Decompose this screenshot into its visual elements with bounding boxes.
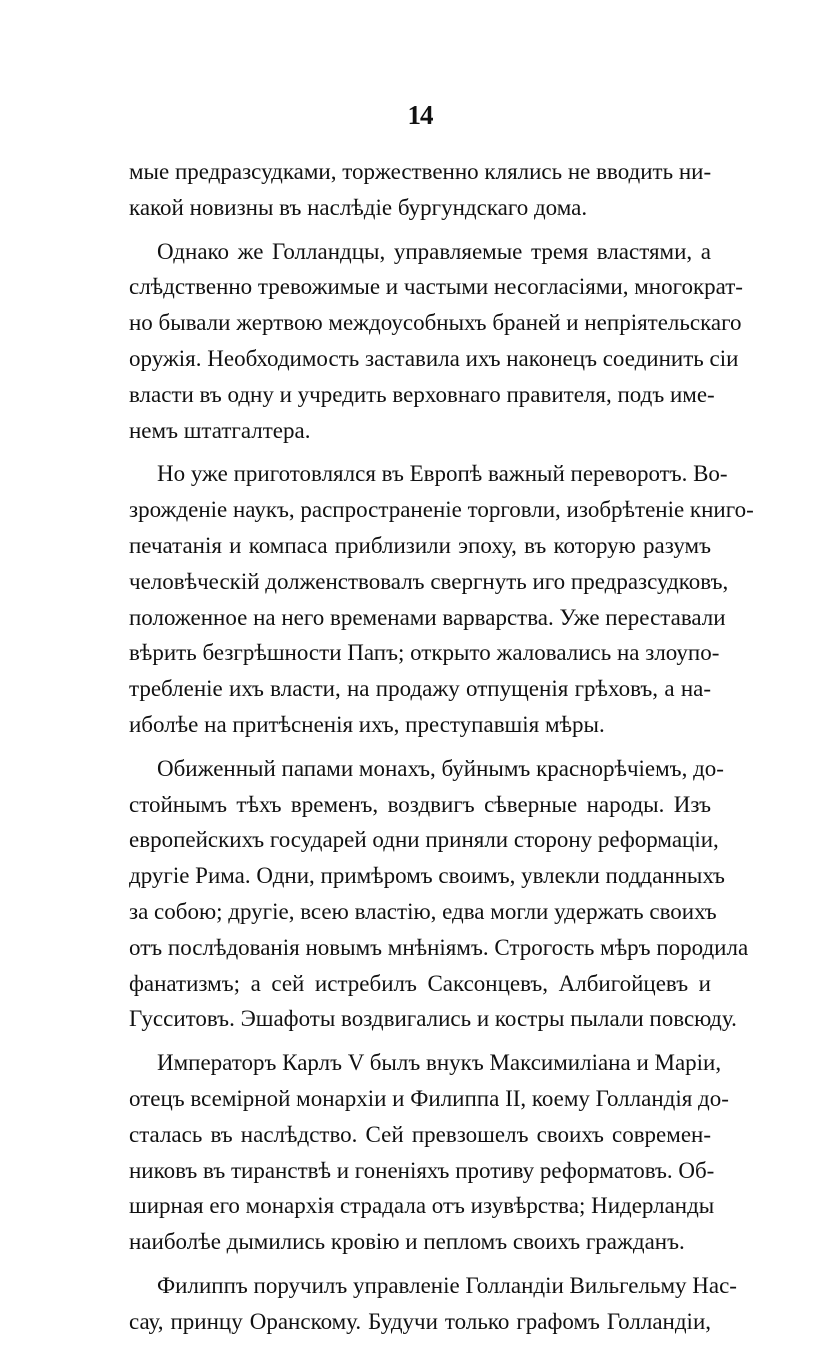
text-line: печатанія и компаса приблизили эпоху, въ которую разумъ <box>129 532 711 558</box>
text-line: Но уже приготовлялся въ Европѣ важный переворотъ. Во- <box>157 461 728 487</box>
paragraph-5 <box>129 1045 729 1260</box>
text-line: требленіе ихъ власти, на продажу отпущенія грѣховъ, а на- <box>129 676 711 702</box>
page-number: 14 <box>407 100 433 130</box>
text-line: отецъ всемірной монархіи и Филиппа II, коему Голландія до- <box>129 1085 729 1111</box>
text-line: иболѣе на притѣсненія ихъ, преступавшія мѣры. <box>129 711 605 737</box>
text-line: власти въ одну и учредить верховнаго правителя, подъ име- <box>129 381 715 407</box>
text-line: за собою; другіе, всею властію, едва могли удержать своихъ <box>129 898 717 924</box>
body-text <box>129 154 754 1348</box>
text-line: но бывали жертвою междоусобныхъ браней и непріятельскаго <box>129 310 742 336</box>
text-line: никовъ въ тиранствѣ и гоненіяхъ противу реформатовъ. Об- <box>129 1157 715 1183</box>
text-line: стойнымъ тѣхъ временъ, воздвигъ сѣверные народы. Изъ <box>129 791 711 817</box>
text-line: немъ штатгалтера. <box>129 417 311 443</box>
text-line: Гусситовъ. Эшафоты воздвигались и костры пылали повсюду. <box>129 1006 737 1032</box>
text-line: Императоръ Карлъ V былъ внукъ Максимиліана и Маріи, <box>157 1050 722 1076</box>
paragraph-1 <box>129 154 711 226</box>
text-line: слѣдственно тревожимые и частыми несогласіями, многократ- <box>129 274 743 300</box>
text-line: другіе Рима. Одни, примѣромъ своимъ, увлекли подданныхъ <box>129 863 725 889</box>
text-line: европейскихъ государей одни приняли сторону реформаціи, <box>129 827 719 853</box>
text-line: отъ послѣдованія новымъ мнѣніямъ. Строгость мѣръ породила <box>129 934 749 960</box>
text-line: сау, принцу Оранскому. Будучи только графомъ Голландіи, <box>129 1308 711 1334</box>
text-line: Обиженный папами монахъ, буйнымъ краснорѣчіемъ, до- <box>157 755 724 781</box>
text-line: Однако же Голландцы, управляемые тремя властями, а <box>157 238 711 264</box>
text-line: положенное на него временами варварства. Уже переставали <box>129 604 726 630</box>
text-line: сталась въ наслѣдство. Сей превзошелъ своихъ современ- <box>129 1121 711 1147</box>
paragraph-3 <box>129 456 754 742</box>
text-line: Филиппъ поручилъ управленіе Голландіи Вильгельму Нас- <box>157 1272 737 1298</box>
text-line: какой новизны въ наслѣдіе бургундскаго дома. <box>129 194 588 220</box>
text-line: вѣрить безгрѣшности Папъ; открыто жаловались на злоупо- <box>129 640 720 666</box>
text-line: мые предразсудками, торжественно клялись не вводить ни- <box>129 159 712 184</box>
text-line: ширная его монархія страдала отъ изувѣрства; Нидерланды <box>129 1193 715 1219</box>
text-line: зрожденіе наукъ, распространеніе торговли, изобрѣтеніе книго- <box>129 497 754 523</box>
paragraph-2 <box>129 234 743 449</box>
text-line: наиболѣе дымились кровію и пепломъ своихъ гражданъ. <box>129 1229 685 1255</box>
text-line: оружія. Необходимость заставила ихъ наконецъ соединить сіи <box>129 345 739 371</box>
text-line: человѣческій долженствовалъ свергнуть иго предразсудковъ, <box>129 568 729 594</box>
text-line: фанатизмъ; а сей истребилъ Саксонцевъ, Албигойцевъ и <box>129 970 711 996</box>
paragraph-6 <box>129 1268 737 1340</box>
paragraph-4 <box>129 751 749 1037</box>
